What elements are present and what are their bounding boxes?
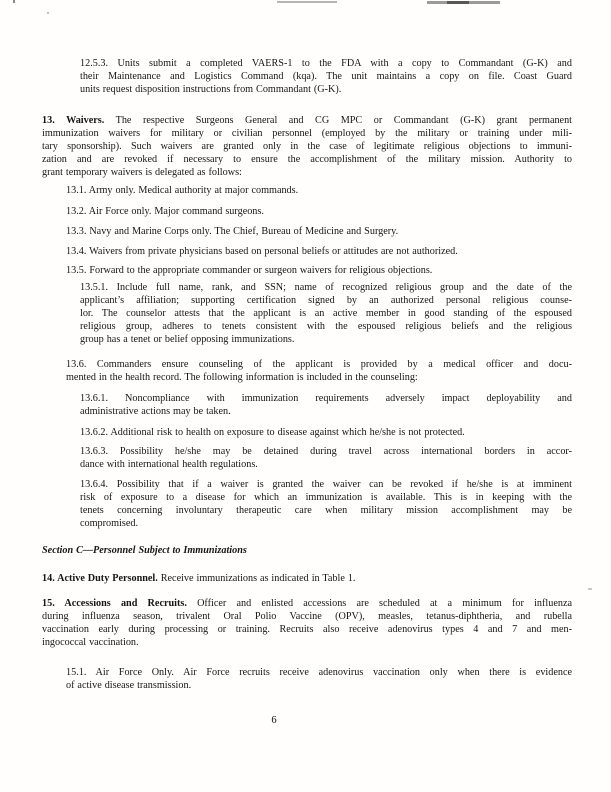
text-line: lor. The counselor attests that the applicant is an active member in good standing of the espoused [80, 308, 572, 319]
paragraph-13-4 [66, 245, 572, 258]
text-line: Section C—Personnel Subject to Immunizations [42, 545, 247, 556]
paragraph-15-1 [66, 666, 572, 692]
paragraph-13-6-4 [80, 478, 572, 530]
text-line: 13.6.2. Additional risk to health on exposure to disease against which he/she is not protected. [80, 427, 465, 438]
text-line: ingococcal vaccination. [42, 637, 139, 648]
text-line: 13.6.4. Possibility that if a waiver is granted the waiver can be revoked if he/she is at imminent [80, 479, 572, 490]
paragraph-14 [42, 572, 572, 585]
page-number: 6 [271, 715, 277, 726]
document-body [42, 57, 572, 692]
scan-artifact-speck [588, 588, 592, 590]
text-line: zation and are revoked if necessary to ensure the accomplishment of the military mission. Authority to [42, 154, 572, 165]
text-line: applicant’s affiliation; supporting certification signed by an authorized personal religious counse- [80, 295, 572, 306]
text-line: tary sponsorship). Such waivers are granted only in the case of legitimate religious objections to immuni- [42, 141, 572, 152]
paragraph-label: 13. Waivers. [42, 115, 105, 126]
text-line: 13.4. Waivers from private physicians based on personal beliefs or attitudes are not authorized. [66, 246, 458, 257]
text-line: 13.6.1. Noncompliance with immunization requirements adversely impact deployability and [80, 393, 572, 404]
paragraph-13-6-1 [80, 392, 572, 418]
paragraph-label: 15. Accessions and Recruits. [42, 598, 187, 609]
paragraph-15 [42, 597, 572, 649]
text-line: during influenza season, trivalent Oral Polio Vaccine (OPV), measles, tetanus-diphtheria, and rubella [42, 611, 572, 622]
text-line: immunization waivers for military or civilian personnel (employed by the military or training under mili- [42, 128, 572, 139]
paragraph-13-5 [66, 264, 572, 277]
text-line: 12.5.3. Units submit a completed VAERS-1 to the FDA with a copy to Commandant (G-K) and [80, 58, 572, 69]
text-line: tenets concerning involuntary therapeutic care when military mission accomplishment may be [80, 505, 572, 516]
text-line: dance with international health regulations. [80, 459, 258, 470]
paragraph-13-6 [66, 358, 572, 384]
text-line: risk of exposure to a disease for which an immunization is available. This is in keeping with the [80, 492, 572, 503]
text-line: their Maintenance and Logistics Command (kqa). The unit maintains a copy on file. Coast Guard [80, 71, 572, 82]
paragraph-13-5-1 [80, 281, 572, 346]
paragraph-13-6-2 [80, 426, 572, 439]
text-line: 13.3. Navy and Marine Corps only. The Chief, Bureau of Medicine and Surgery. [66, 226, 399, 237]
text-line: 13.6. Commanders ensure counseling of the applicant is provided by a medical officer and docu- [66, 359, 572, 370]
paragraph-13 [42, 114, 572, 179]
text-line: vaccination early during processing or training. Recruits also receive adenovirus types 4 and 7 and men- [42, 624, 572, 635]
text-line: religious group, adheres to tenets consistent with the espoused religious beliefs and the religious [80, 321, 572, 332]
text-line: 13. Waivers. The respective Surgeons General and CG MPC or Commandant (G-K) grant permanent [42, 115, 572, 126]
text-line: 15.1. Air Force Only. Air Force recruits receive adenovirus vaccination only when there is evidence [66, 667, 572, 678]
text-line: 13.6.3. Possibility he/she may be detained during travel across international borders in accor- [80, 446, 572, 457]
text-line: of active disease transmission. [66, 680, 192, 691]
text-line: units request disposition instructions from Commandant (G-K). [80, 84, 342, 95]
scan-artifact-corner [13, 0, 15, 3]
paragraph-13-6-3 [80, 445, 572, 471]
text-line: group has a tenet or belief opposing immunizations. [80, 334, 295, 345]
paragraph-12-5-3 [80, 57, 572, 96]
text-line: 13.1. Army only. Medical authority at major commands. [66, 185, 299, 196]
text-line: mented in the health record. The following information is included in the counseling: [66, 372, 418, 383]
text-line: 13.5. Forward to the appropriate commander or surgeon waivers for religious objections. [66, 265, 433, 276]
scan-artifact-speck [47, 12, 49, 14]
paragraph-13-3 [66, 225, 572, 238]
text-line: grant temporary waivers is delegated as follows: [42, 167, 242, 178]
scan-artifact-top-right-streak-core [447, 1, 469, 4]
paragraph-section-c [42, 544, 572, 557]
text-line: 15. Accessions and Recruits. Officer and enlisted accessions are scheduled at a minimum for influenza [42, 598, 572, 609]
paragraph-13-1 [66, 184, 572, 197]
scan-artifact-top-left-streak [277, 1, 337, 3]
text-line: 13.5.1. Include full name, rank, and SSN; name of recognized religious group and the date of the [80, 282, 572, 293]
text-line: compromised. [80, 518, 139, 529]
paragraph-13-2 [66, 205, 572, 218]
text-line: administrative actions may be taken. [80, 406, 231, 417]
text-line: 13.2. Air Force only. Major command surgeons. [66, 206, 264, 217]
paragraph-label: 14. Active Duty Personnel. [42, 573, 158, 584]
text-line: 14. Active Duty Personnel. Receive immunizations as indicated in Table 1. [42, 573, 356, 584]
